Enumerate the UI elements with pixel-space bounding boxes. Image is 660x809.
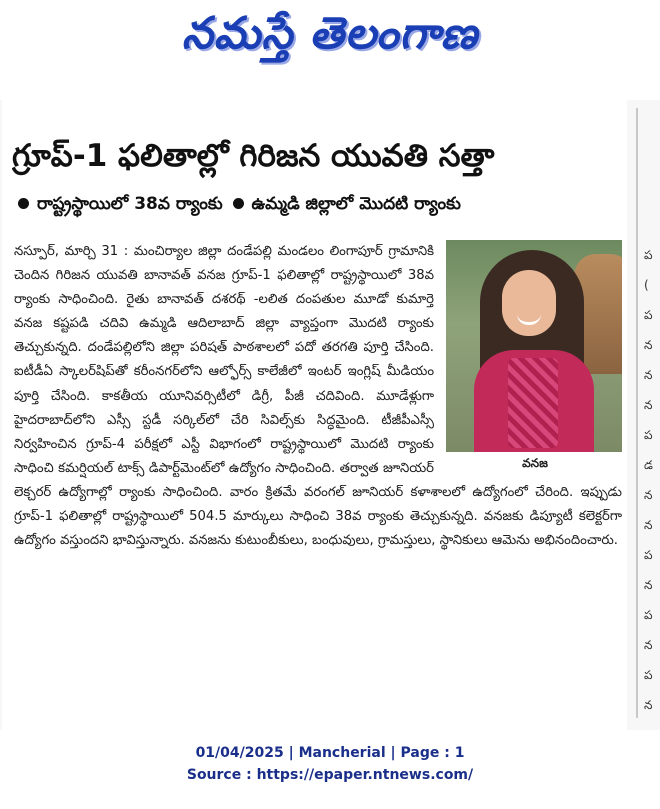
article-body-text: నస్పూర్, మార్చి 31 : మంచిర్యాల జిల్లా దండేపల్లి మండలం లింగాపూర్ గ్రామానికి చెందిన గిరిజన యువతి బానావత్ వనజ గ్రూప్-1 ఫలితాల్లో రాష్ట్రస్థాయిలో 38వ ర్యాంకు సాధించింది. రైతు బానావత్ దశరథ్ -లలిత దంపతుల మూడో కుమార్తె వనజ కష్టపడి చదివి ఉమ్మడి ఆదిలాబాద్ జిల్లా వ్యాప్తంగా మొదటి ర్యాంకు తెచ్చుకున్నది. దండేపల్లిలోని జిల్లా పరిషత్ పాఠశాలలో పదో తరగతి పూర్తి చేసింది. ఐటీడీఏ స్కాలర్‌షిప్‌తో కరీంనగర్‌లోని ఆల్ఫోర్స్ కాలేజీలో ఇంటర్ ఇంగ్లిష్ మీడియం పూర్తి చేసింది. కాకతీయ యూనివర్సిటీలో డిగ్రీ, పీజీ చదివింది. మూడేళ్లుగా హైదరాబాద్‌లోని ఎస్సీ స్టడీ సర్కిల్‌లో చేరి సివిల్స్‌కు సిద్ధమైంది. టీజీపీఎస్సీ నిర్వహించిన గ్రూప్-4 పరీక్షలో ఎస్టీ విభాగంలో రాష్ట్రస్థాయిలో మొదటి ర్యాంకు సాధించి కమర్షియల్ టాక్స్ డిపార్ట్‌మెంట్‌లో ఉద్యోగం సాధించింది. తర్వాత జూనియర్ లెక్చరర్ ఉద్యోగాల్లో ర్యాంకు సాధించింది. వారం క్రితమే వరంగల్ జూనియర్ కళాశాలలో ఉద్యోగంలో చేరింది. ఇప్పుడు గ్రూప్-1 ఫలితాల్లో రాష్ట్రస్థాయిలో 504.5 మార్కులు సాధించి 38వ ర్యాంకు తెచ్చుకున్నది. వనజకు డిప్యూటీ కలెక్టర్‌గా ఉద్యోగం వస్తుందని భావిస్తున్నారు. వనజను కుటుంబీకులు, బంధువులు, గ్రామస్తులు, స్థానికులు ఆమెను అభినందించారు. bbox=[14, 244, 622, 549]
article-body bbox=[14, 240, 622, 710]
bullet-icon bbox=[233, 198, 244, 209]
column-divider bbox=[636, 108, 638, 718]
article-subheads bbox=[14, 188, 626, 220]
portrait-photo bbox=[446, 240, 622, 452]
article-photo-block bbox=[444, 240, 622, 474]
subhead-2: ఉమ్మడి జిల్లాలో మొదటి ర్యాంకు bbox=[251, 194, 461, 214]
newspaper-masthead bbox=[0, 0, 660, 70]
article-headline: గ్రూప్-1 ఫలితాల్లో గిరిజన యువతి సత్తా bbox=[12, 138, 495, 174]
face-shape bbox=[502, 270, 556, 336]
article-clipping bbox=[0, 100, 660, 730]
subhead-1: రాష్ట్రస్థాయిలో 38వ ర్యాంకు bbox=[37, 194, 223, 214]
adjacent-column-fragment: ప ( ప న న న ప డ న న ప న ప న ప న bbox=[644, 248, 653, 712]
newspaper-title: నమస్తే తెలంగాణ bbox=[181, 8, 479, 59]
source-link[interactable]: Source : https://epaper.ntnews.com/ bbox=[186, 767, 474, 783]
article-card bbox=[2, 100, 627, 730]
clipping-footer bbox=[0, 742, 660, 792]
bullet-icon bbox=[18, 198, 29, 209]
dress-pattern bbox=[508, 358, 558, 448]
edition-meta: 01/04/2025 | Mancherial | Page : 1 bbox=[195, 745, 465, 761]
photo-caption: వనజ bbox=[522, 456, 548, 470]
